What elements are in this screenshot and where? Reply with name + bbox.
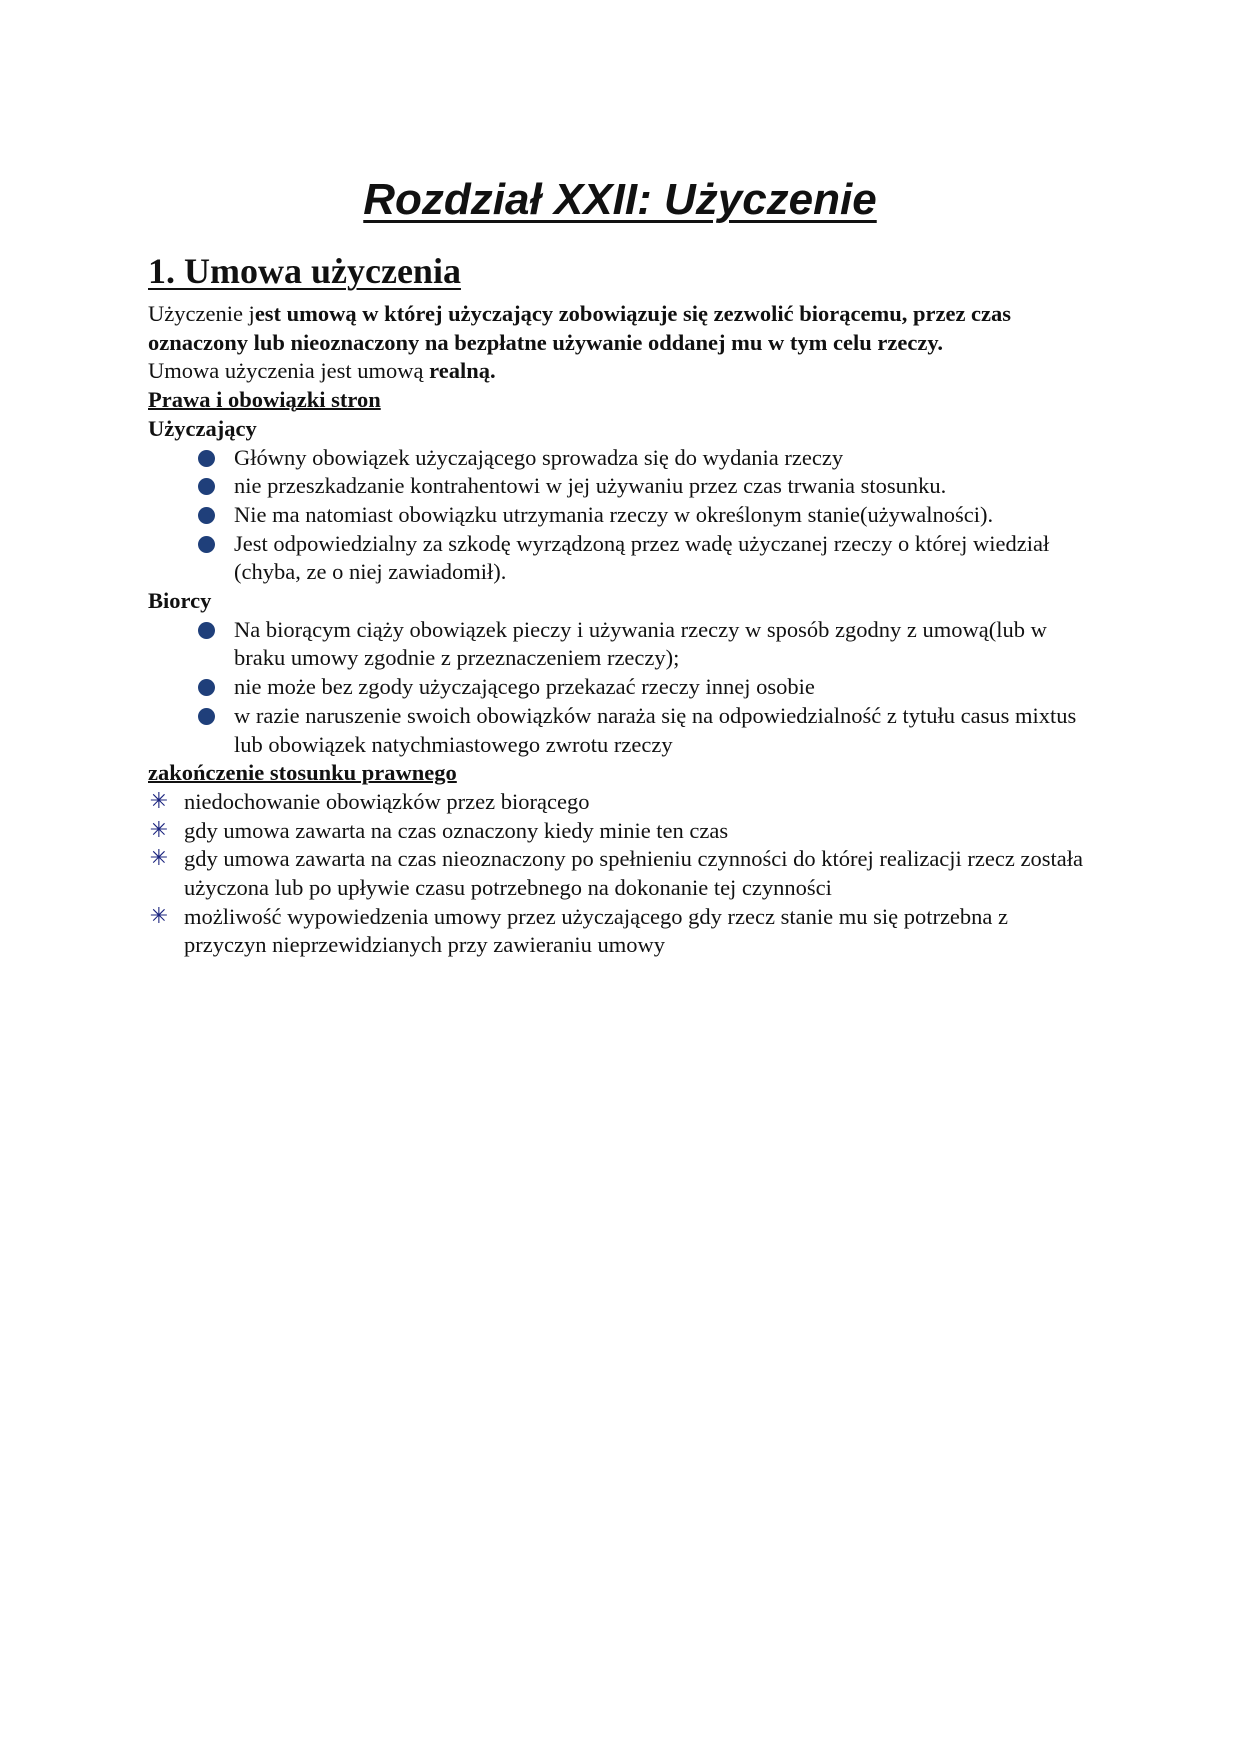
- list-item: [234, 472, 1088, 501]
- list-item-text: gdy umowa zawarta na czas nieoznaczony po spełnieniu czynności do której realizacji rzecz została użyczona lub po upływie czasu potrzebnego na dokonanie tej czynności: [184, 846, 1083, 901]
- termination-heading: zakończenie stosunku prawnego: [148, 760, 457, 786]
- intro-plain-2: Umowa użyczenia jest umową: [148, 358, 430, 384]
- asterisk-bullet-icon: ✳: [149, 817, 169, 843]
- intro-paragraph: [148, 300, 1088, 357]
- asterisk-bullet-icon: ✳: [149, 903, 169, 929]
- list-item: [149, 845, 1088, 902]
- intro-plain: Użyczenie j: [148, 301, 255, 326]
- list-item: [234, 702, 1088, 759]
- list-item: [234, 444, 1088, 473]
- chapter-title: Rozdział XXII: Użyczenie: [363, 175, 877, 224]
- termination-list: [148, 788, 1088, 960]
- list-item: [149, 817, 1088, 846]
- list-item-text: możliwość wypowiedzenia umowy przez użyczającego gdy rzecz stanie mu się potrzebna z przyczyn nieprzewidzianych przy zawieraniu umowy: [184, 903, 1009, 958]
- lender-list: [148, 444, 1088, 588]
- borrower-list: [148, 616, 1088, 760]
- list-item: [234, 501, 1088, 530]
- list-item-text: gdy umowa zawarta na czas oznaczony kiedy minie ten czas: [184, 817, 729, 843]
- asterisk-bullet-icon: ✳: [149, 846, 169, 872]
- filled-circle-bullet-icon: [198, 507, 215, 524]
- lender-heading: Użyczający: [148, 415, 257, 441]
- intro-definition: est umową w której użyczający zobowiązuje się zezwolić biorącemu, przez czas oznaczony lub nieoznaczony na bezpłatne używanie oddanej mu w tym celu rzeczy.: [148, 301, 1012, 355]
- list-item-text: Nie ma natomiast obowiązku utrzymania rzeczy w określonym stanie(używalności).: [234, 501, 994, 527]
- list-item: [149, 903, 1088, 960]
- list-item: [234, 530, 1088, 587]
- intro-paragraph-2: [148, 357, 1088, 386]
- borrower-heading: Biorcy: [148, 588, 212, 614]
- list-item-text: Na biorącym ciąży obowiązek pieczy i używania rzeczy w sposób zgodny z umową(lub w braku umowy zgodnie z przeznaczeniem rzeczy);: [234, 616, 1047, 671]
- filled-circle-bullet-icon: [198, 450, 215, 467]
- list-item-text: Główny obowiązek użyczającego sprowadza się do wydania rzeczy: [234, 444, 844, 470]
- list-item: [234, 673, 1088, 702]
- section-title: 1. Umowa użyczenia: [148, 251, 461, 291]
- list-item: [149, 788, 1088, 817]
- asterisk-bullet-icon: ✳: [149, 788, 169, 814]
- filled-circle-bullet-icon: [198, 536, 215, 553]
- list-item-text: nie może bez zgody użyczającego przekazać rzeczy innej osobie: [234, 674, 815, 700]
- filled-circle-bullet-icon: [198, 622, 215, 639]
- body-text: [148, 300, 1088, 960]
- filled-circle-bullet-icon: [198, 679, 215, 696]
- rights-heading: Prawa i obowiązki stron: [148, 387, 381, 413]
- list-item-text: niedochowanie obowiązków przez biorącego: [184, 788, 590, 814]
- list-item: [234, 616, 1088, 673]
- list-item-text: nie przeszkadzanie kontrahentowi w jej używaniu przez czas trwania stosunku.: [234, 473, 947, 499]
- list-item-text: w razie naruszenie swoich obowiązków naraża się na odpowiedzialność z tytułu casus mixtus lub obowiązek natychmiastowego zwrotu rzeczy: [234, 702, 1077, 757]
- filled-circle-bullet-icon: [198, 708, 215, 725]
- list-item-text: Jest odpowiedzialny za szkodę wyrządzoną przez wadę użyczanej rzeczy o której wiedział (chyba, ze o niej zawiadomił).: [234, 530, 1050, 585]
- intro-real-contract: realną.: [429, 358, 496, 384]
- filled-circle-bullet-icon: [198, 478, 215, 495]
